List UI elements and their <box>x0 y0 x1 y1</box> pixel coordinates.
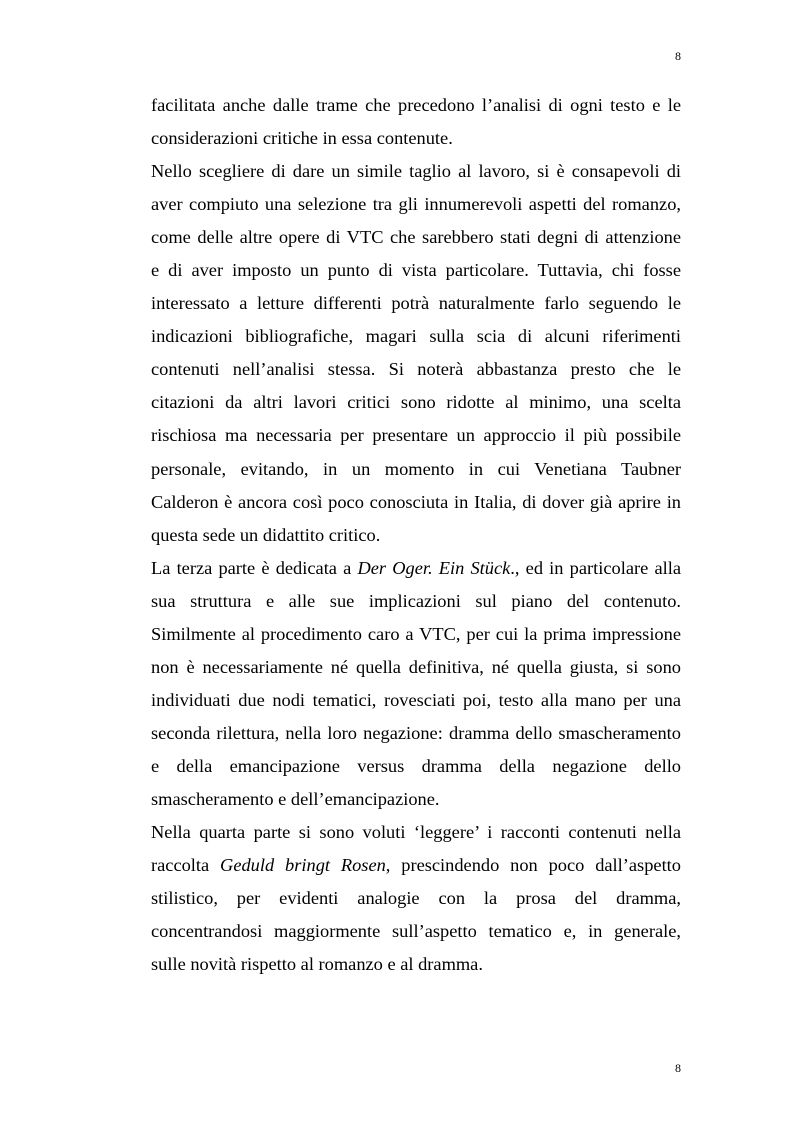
text-segment: ., ed in particolare alla <box>510 557 681 578</box>
text-line: individuati due nodi tematici, rovesciati poi, testo alla mano per una <box>151 689 681 710</box>
text-line: aver compiuto una selezione tra gli innumerevoli aspetti del romanzo, <box>151 194 681 215</box>
text-line: Nella quarta parte si sono voluti ‘leggere’ i racconti contenuti nella <box>151 822 681 843</box>
text-segment: raccolta <box>151 855 221 876</box>
text-line: facilitata anche dalle trame che precedono l’analisi di ogni testo e le <box>151 95 681 115</box>
text-line: non è necessariamente né quella definitiva, né quella giusta, si sono <box>151 656 681 677</box>
text-line: contenuti nell’analisi stessa. Si noterà abbastanza presto che le <box>151 359 681 380</box>
text-line: Nello scegliere di dare un simile taglio al lavoro, si è consapevoli di <box>151 161 681 182</box>
text-line: e della emancipazione versus dramma della negazione dello <box>151 755 681 776</box>
text-line: sulle novità rispetto al romanzo e al dramma. <box>151 954 483 975</box>
body-text <box>151 89 681 981</box>
text-line: considerazioni critiche in essa contenute. <box>151 128 453 149</box>
work-title: Der Oger. Ein Stück <box>357 557 511 578</box>
page-number-bottom: 8 <box>675 1061 681 1075</box>
text-line: citazioni da altri lavori critici sono ridotte al minimo, una scelta <box>151 392 681 413</box>
text-line: smascheramento e dell’emancipazione. <box>151 788 440 809</box>
text-line <box>151 552 681 585</box>
text-line: personale, evitando, in un momento in cui Venetiana Taubner <box>151 458 681 479</box>
text-line: questa sede un didattito critico. <box>151 524 381 545</box>
text-segment: La terza parte è dedicata a <box>151 557 358 578</box>
text-line: come delle altre opere di VTC che sarebbero stati degni di attenzione <box>151 227 681 248</box>
page-number-top: 8 <box>675 49 681 63</box>
text-line: Calderon è ancora così poco conosciuta in Italia, di dover già aprire in <box>151 491 681 512</box>
text-line: sua struttura e alle sue implicazioni sul piano del contenuto. <box>151 590 681 611</box>
text-line: rischiosa ma necessaria per presentare un approccio il più possibile <box>151 425 681 446</box>
text-line: concentrandosi maggiormente sull’aspetto tematico e, in generale, <box>151 921 681 942</box>
text-line: Similmente al procedimento caro a VTC, per cui la prima impressione <box>151 623 681 644</box>
text-line: indicazioni bibliografiche, magari sulla scia di alcuni riferimenti <box>151 326 681 347</box>
text-line: interessato a letture differenti potrà naturalmente farlo seguendo le <box>151 293 681 314</box>
text-segment: , prescindendo non poco dall’aspetto <box>385 855 681 876</box>
work-title: Geduld bringt Rosen <box>220 855 386 876</box>
text-line: stilistico, per evidenti analogie con la prosa del dramma, <box>151 888 681 909</box>
text-line: seconda rilettura, nella loro negazione: dramma dello smascheramento <box>151 722 681 743</box>
text-line <box>151 849 681 882</box>
text-line: e di aver imposto un punto di vista particolare. Tuttavia, chi fosse <box>151 260 681 281</box>
